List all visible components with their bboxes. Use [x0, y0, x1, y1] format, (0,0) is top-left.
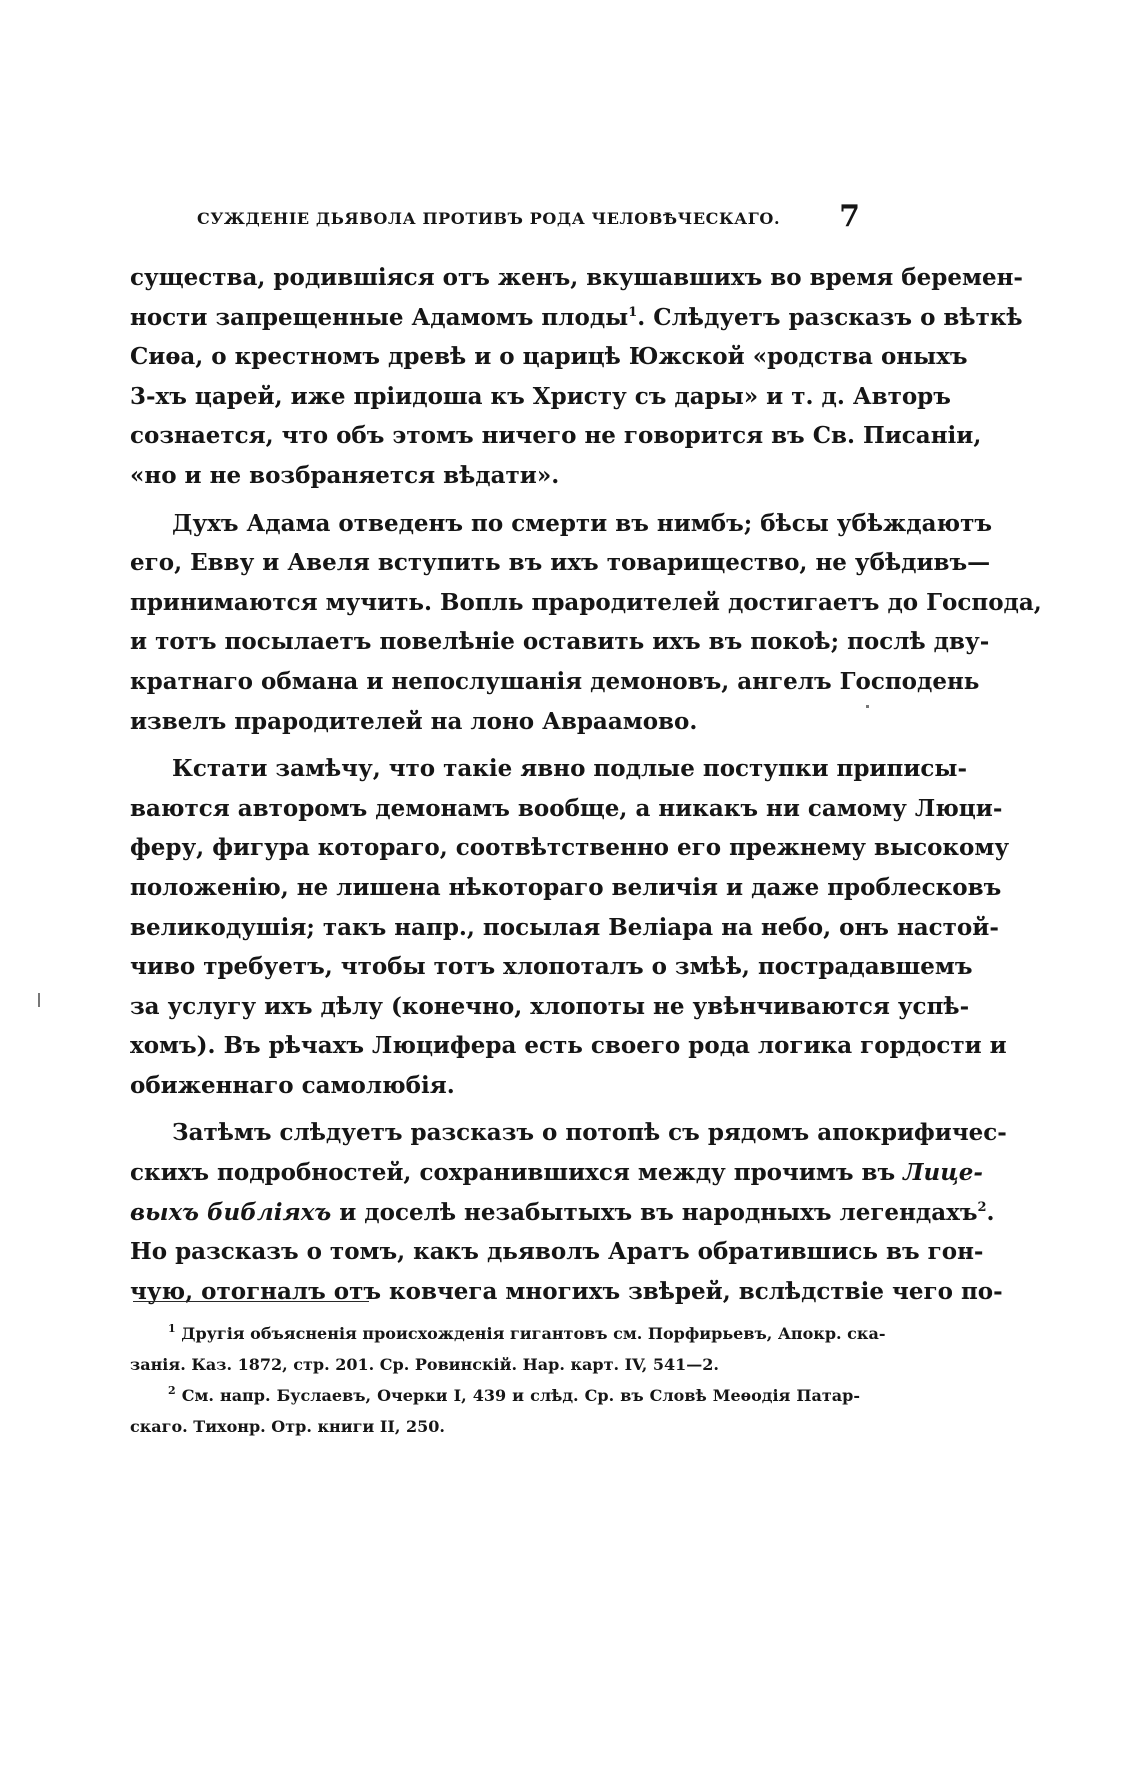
line-text: сознается, что объ этомъ ничего не говорится въ Св. Писаніи, [130, 422, 982, 450]
line-text: обиженнаго самолюбія. [130, 1071, 455, 1099]
text-line [130, 298, 1023, 338]
line-text: Другія объясненія происхожденія гигантовъ см. Порфирьевъ, Апокр. ска- [175, 1324, 886, 1343]
text-line [130, 1153, 983, 1193]
line-text: феру, фигура котораго, соотвѣтственно его прежнему высокому [130, 834, 1010, 862]
footnote-line [130, 1349, 860, 1380]
line-text: занія. Каз. 1872, стр. 201. Ср. Ровинскій. Нар. карт. IV, 541—2. [130, 1355, 719, 1374]
footnote-reference: 2 [168, 1384, 176, 1397]
line-text: принимаются мучить. Вопль прародителей достигаетъ до Господа, [130, 588, 1042, 616]
line-text: Сиѳа, о крестномъ древѣ и о царицѣ Южской «родства оныхъ [130, 343, 968, 371]
text-line [130, 622, 990, 662]
footnotes [130, 1318, 886, 1442]
text-line [130, 987, 970, 1027]
text-line [130, 828, 1010, 868]
running-head-title: СУЖДЕНІЕ ДЬЯВОЛА ПРОТИВЪ РОДА ЧЕЛОВѢЧЕСКАГО. [197, 209, 781, 228]
text-line [130, 662, 980, 702]
text-line [130, 377, 951, 417]
margin-speck [866, 705, 869, 708]
text-line [130, 1113, 1007, 1153]
text-line [130, 1232, 984, 1272]
line-text: См. напр. Буслаевъ, Очерки I, 439 и слѣд. Ср. въ Словѣ Меѳодія Патар- [175, 1386, 860, 1405]
text-line [130, 504, 992, 544]
line-text-tail: . Слѣдуетъ разсказъ о вѣткѣ [637, 303, 1023, 331]
margin-tick [38, 993, 40, 1007]
paragraph [130, 1113, 1007, 1311]
footnote-line [130, 1318, 886, 1349]
footnote-reference: 1 [628, 304, 638, 320]
text-line [130, 749, 967, 789]
text-line [130, 416, 982, 456]
line-text: чиво требуетъ, чтобы тотъ хлопоталъ о змѣѣ, пострадавшемъ [130, 953, 973, 981]
text-line [130, 789, 1003, 829]
line-text: Кстати замѣчу, что такіе явно подлые поступки приписы- [172, 755, 967, 783]
text-line [130, 258, 1023, 298]
text-line [130, 456, 860, 496]
text-line [130, 583, 1042, 623]
text-line [130, 1193, 995, 1233]
text-line [130, 702, 860, 742]
page-number: 7 [839, 199, 860, 234]
italic-title: Лице- [903, 1159, 983, 1187]
paragraph [130, 258, 1023, 496]
footnote-line [130, 1380, 860, 1411]
footnote [130, 1380, 860, 1442]
line-text: существа, родившіяся отъ женъ, вкушавшихъ во время беремен- [130, 264, 1023, 291]
line-text: и тотъ посылаетъ повелѣніе оставить ихъ въ покоѣ; послѣ дву- [130, 628, 990, 656]
line-text: хомъ). Въ рѣчахъ Люцифера есть своего рода логика гордости и [130, 1032, 1007, 1060]
line-text: извелъ прародителей на лоно Авраамово. [130, 707, 698, 735]
paragraph [130, 749, 1010, 1105]
line-text: за услугу ихъ дѣлу (конечно, хлопоты не увѣнчиваются успѣ- [130, 992, 970, 1020]
line-text: и доселѣ незабытыхъ въ народныхъ легендахъ [331, 1198, 978, 1226]
text-line [130, 908, 999, 948]
line-text: скаго. Тихонр. Отр. книги II, 250. [130, 1417, 445, 1436]
text-line [130, 1026, 1007, 1066]
line-text: чую, отогналъ отъ ковчега многихъ звѣрей, вслѣдствіе чего по- [130, 1277, 1003, 1305]
footnote-rule [133, 1301, 369, 1302]
text-line [130, 868, 1002, 908]
italic-title: выхъ библіяхъ [130, 1198, 332, 1226]
text-line [130, 1066, 860, 1106]
running-header [197, 199, 860, 234]
text-line [130, 1272, 1003, 1312]
text-line [130, 337, 968, 377]
line-text-tail: . [986, 1198, 995, 1226]
line-text: Но разсказъ о томъ, какъ дьяволъ Аратъ обратившись въ гон- [130, 1238, 984, 1266]
paragraph [130, 504, 1042, 742]
line-text: ности запрещенные Адамомъ плоды [130, 303, 629, 331]
line-text: кратнаго обмана и непослушанія демоновъ, ангелъ Господень [130, 667, 980, 695]
footnote [130, 1318, 886, 1380]
line-text: «но и не возбраняется вѣдати». [130, 461, 560, 489]
footnote-reference: 2 [977, 1199, 987, 1215]
footnote-line [130, 1411, 860, 1442]
line-text: положенію, не лишена нѣкотораго величія и даже проблесковъ [130, 873, 1002, 901]
footnote-reference: 1 [168, 1322, 176, 1335]
text-line [130, 947, 973, 987]
line-text: его, Евву и Авеля вступить въ ихъ товарищество, не убѣдивъ— [130, 549, 991, 577]
text-line [130, 543, 991, 583]
line-text: скихъ подробностей, сохранившихся между прочимъ въ [130, 1159, 904, 1187]
body-text [130, 258, 1042, 1319]
line-text: Затѣмъ слѣдуетъ разсказъ о потопѣ съ рядомъ апокрифичес- [172, 1119, 1007, 1147]
line-text: 3-хъ царей, иже пріидоша къ Христу съ дары» и т. д. Авторъ [130, 382, 951, 410]
line-text: ваются авторомъ демонамъ вообще, а никакъ ни самому Люци- [130, 794, 1003, 822]
line-text: Духъ Адама отведенъ по смерти въ нимбъ; бѣсы убѣждаютъ [172, 509, 992, 537]
line-text: великодушія; такъ напр., посылая Веліара на небо, онъ настой- [130, 913, 999, 941]
